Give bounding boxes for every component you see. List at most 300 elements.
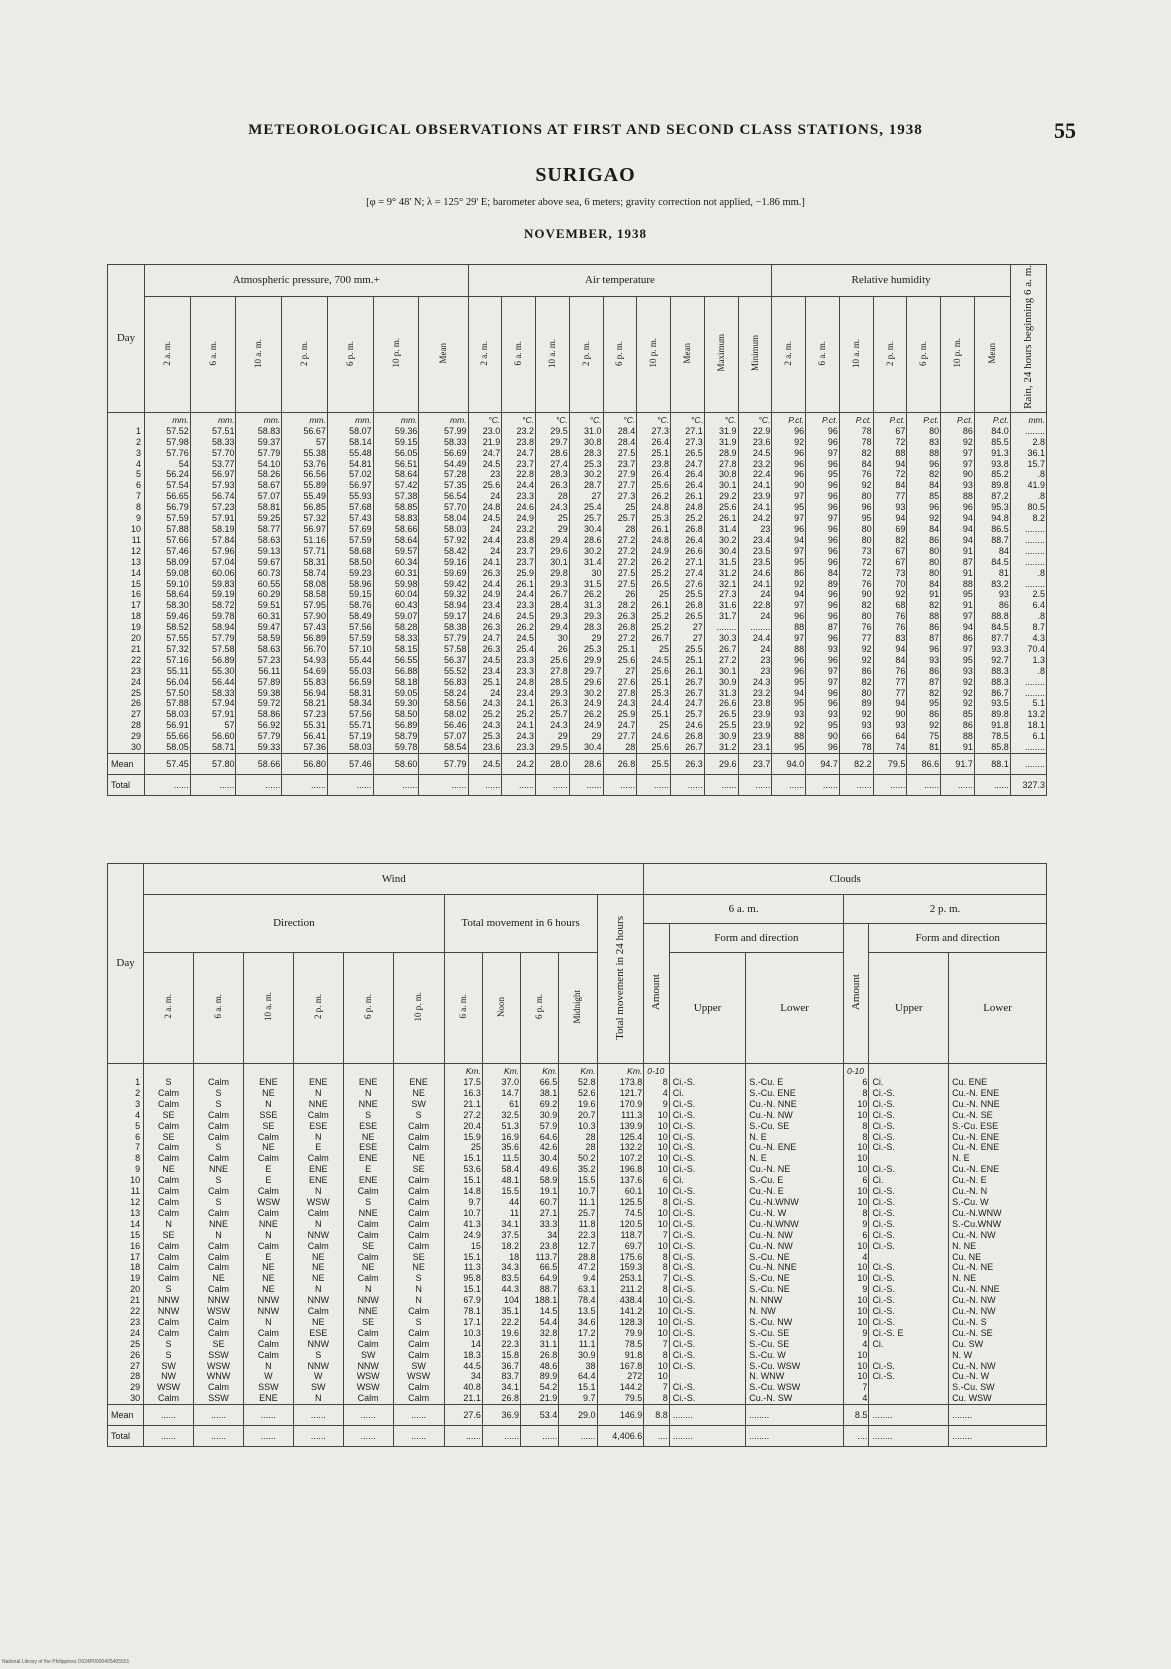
data-cell: 24.8 — [637, 535, 671, 546]
data-cell: N — [243, 1099, 293, 1110]
data-cell: 10 — [644, 1208, 669, 1219]
data-cell: 92.7 — [974, 655, 1010, 666]
data-cell: 57.58 — [190, 644, 236, 655]
table-row — [108, 1361, 1047, 1372]
data-cell: 84 — [907, 579, 941, 590]
data-cell: 57.54 — [145, 480, 191, 491]
data-cell: 29 — [569, 633, 603, 644]
data-cell: 44.5 — [444, 1361, 482, 1372]
data-cell: Calm — [393, 1393, 444, 1404]
data-cell: 24.9 — [569, 698, 603, 709]
data-cell: 34.1 — [482, 1219, 520, 1230]
data-cell: 57.38 — [373, 491, 419, 502]
table-row — [108, 1262, 1047, 1273]
total-row-cell: ........ — [869, 1426, 949, 1447]
data-cell: 94 — [941, 513, 975, 524]
table-row — [108, 1295, 1047, 1306]
table-row — [108, 677, 1047, 688]
day-cell: 14 — [108, 1219, 144, 1230]
data-cell: 57.94 — [190, 698, 236, 709]
column-header: 10 a. m. — [839, 297, 873, 413]
data-cell: 44.3 — [482, 1284, 520, 1295]
data-cell: 26.7 — [536, 589, 570, 600]
data-cell: 58.38 — [419, 622, 468, 633]
data-cell: 57.88 — [145, 698, 191, 709]
data-cell: Calm — [194, 1262, 244, 1273]
data-cell: 24 — [468, 546, 502, 557]
data-cell: 10 — [644, 1219, 669, 1230]
data-cell: 84 — [839, 459, 873, 470]
total-row-label: Total — [108, 1426, 144, 1447]
data-cell: 92 — [941, 437, 975, 448]
data-cell: 42.6 — [521, 1142, 559, 1153]
data-cell: 58.21 — [282, 698, 328, 709]
data-cell: 23.8 — [502, 535, 536, 546]
data-cell: 96 — [806, 524, 840, 535]
data-cell: Ci.-S. — [669, 1121, 745, 1132]
data-cell: 10 — [644, 1295, 669, 1306]
data-cell: 57.59 — [327, 633, 373, 644]
data-cell: 11.1 — [559, 1197, 597, 1208]
data-cell: S.-Cu. SE — [746, 1121, 844, 1132]
data-cell: SE — [393, 1164, 444, 1175]
data-cell: 76 — [873, 666, 907, 677]
data-cell: 97 — [772, 513, 806, 524]
data-cell: Calm — [194, 1382, 244, 1393]
data-cell: 24.2 — [738, 513, 772, 524]
data-cell: 57.59 — [145, 513, 191, 524]
direction-column-header: 10 a. m. — [243, 953, 293, 1064]
day-cell: 25 — [108, 688, 145, 699]
data-cell: Ci.-S. — [869, 1219, 949, 1230]
data-cell: Calm — [194, 1132, 244, 1143]
day-cell: 29 — [108, 731, 145, 742]
data-cell: 26.7 — [637, 633, 671, 644]
data-cell: Calm — [243, 1153, 293, 1164]
humidity-group-header: Relative humidity — [772, 265, 1010, 297]
data-cell: 96 — [772, 524, 806, 535]
data-cell: Calm — [144, 1273, 194, 1284]
data-cell: SW — [293, 1382, 343, 1393]
data-cell: Calm — [144, 1328, 194, 1339]
total-row-cell: ...... — [738, 775, 772, 796]
data-cell: 57.23 — [190, 502, 236, 513]
page-number: 55 — [1054, 118, 1076, 143]
table-row — [108, 742, 1047, 753]
column-header: 6 p. m. — [907, 297, 941, 413]
data-cell: NNE — [343, 1208, 393, 1219]
mean-row-cell: 24.2 — [502, 754, 536, 775]
data-cell: 27.4 — [671, 568, 705, 579]
data-cell: NW — [144, 1371, 194, 1382]
data-cell: Calm — [194, 1252, 244, 1263]
data-cell: 29.5 — [536, 742, 570, 753]
data-cell: 89.8 — [974, 709, 1010, 720]
data-cell: 84 — [806, 568, 840, 579]
data-cell: 25.3 — [637, 688, 671, 699]
unit-cell: 0-10 — [644, 1064, 669, 1078]
data-cell: 26.8 — [671, 524, 705, 535]
data-cell: 58.83 — [373, 513, 419, 524]
data-cell: 15.5 — [559, 1175, 597, 1186]
upper-6am-header: Upper — [669, 953, 745, 1064]
data-cell: W — [243, 1371, 293, 1382]
table-row — [108, 448, 1047, 459]
data-cell: NE — [393, 1262, 444, 1273]
data-cell: 88.7 — [521, 1284, 559, 1295]
data-cell: 96 — [772, 426, 806, 437]
data-cell: 48.6 — [521, 1361, 559, 1372]
data-cell: SW — [343, 1350, 393, 1361]
unit-cell: mm. — [419, 412, 468, 426]
data-cell: SE — [343, 1241, 393, 1252]
table-row — [108, 1186, 1047, 1197]
data-cell: 57.95 — [282, 600, 328, 611]
data-cell: S — [293, 1350, 343, 1361]
data-cell: Ci.-S. — [869, 1197, 949, 1208]
data-cell: 24.4 — [637, 698, 671, 709]
upper-2pm-header: Upper — [869, 953, 949, 1064]
data-cell: 29.4 — [536, 535, 570, 546]
data-cell: 59.15 — [373, 437, 419, 448]
data-cell: 24.7 — [603, 720, 637, 731]
data-cell: 24.6 — [637, 731, 671, 742]
data-cell: NNW — [144, 1306, 194, 1317]
data-cell: N. NE — [949, 1241, 1047, 1252]
data-cell: 24.5 — [468, 655, 502, 666]
data-cell: 93 — [941, 480, 975, 491]
data-cell: 30.4 — [521, 1153, 559, 1164]
data-cell: .8 — [1010, 666, 1046, 677]
table-row — [108, 600, 1047, 611]
data-cell: 17.1 — [444, 1317, 482, 1328]
table-row — [108, 1121, 1047, 1132]
data-cell: 27.2 — [603, 557, 637, 568]
data-cell: 85.5 — [974, 437, 1010, 448]
data-cell: 54.93 — [282, 655, 328, 666]
data-cell: Cu.-N. E — [746, 1186, 844, 1197]
total-row-cell: ...... — [145, 775, 191, 796]
data-cell: 13.5 — [559, 1306, 597, 1317]
data-cell: 57.23 — [282, 709, 328, 720]
data-cell: S.-Cu. SE — [746, 1339, 844, 1350]
data-cell: 24.6 — [502, 502, 536, 513]
data-cell: 58.03 — [145, 709, 191, 720]
data-cell: Ci.-S. — [669, 1110, 745, 1121]
data-cell: 31.1 — [521, 1339, 559, 1350]
data-cell: 31.9 — [704, 426, 738, 437]
data-cell: 93 — [941, 666, 975, 677]
data-cell: 59.69 — [419, 568, 468, 579]
data-cell: 69 — [873, 524, 907, 535]
data-cell: 27 — [671, 622, 705, 633]
data-cell: 58.67 — [236, 480, 282, 491]
data-cell: 15.8 — [482, 1350, 520, 1361]
total-row-cell: ...... — [327, 775, 373, 796]
data-cell: 58.86 — [236, 709, 282, 720]
data-cell: Ci.-S. — [869, 1088, 949, 1099]
data-cell: 22.3 — [559, 1230, 597, 1241]
data-cell: E — [243, 1252, 293, 1263]
data-cell: Cu.-N. E — [949, 1175, 1047, 1186]
data-cell: S — [194, 1099, 244, 1110]
data-cell: S.-Cu. WSW — [746, 1382, 844, 1393]
data-cell: Calm — [293, 1153, 343, 1164]
data-cell: ........ — [1010, 426, 1046, 437]
table-row — [108, 633, 1047, 644]
data-cell: 23.2 — [502, 426, 536, 437]
unit-cell — [669, 1064, 745, 1078]
data-cell: 59.36 — [373, 426, 419, 437]
data-cell: 76 — [839, 469, 873, 480]
data-cell: 92 — [873, 589, 907, 600]
data-cell: Ci.-S. — [669, 1361, 745, 1372]
data-cell: S — [343, 1110, 393, 1121]
data-cell: Calm — [194, 1317, 244, 1328]
data-cell: Ci. — [869, 1175, 949, 1186]
data-cell: 80 — [907, 546, 941, 557]
data-cell: 30.8 — [569, 437, 603, 448]
data-cell: 196.8 — [597, 1164, 644, 1175]
data-cell: 58.64 — [373, 469, 419, 480]
data-cell: 26.1 — [704, 513, 738, 524]
mean-row-cell: ...... — [243, 1405, 293, 1426]
mean-row-cell: 53.4 — [521, 1405, 559, 1426]
data-cell: 58.4 — [482, 1164, 520, 1175]
data-cell: 27 — [603, 666, 637, 677]
table-row — [108, 1393, 1047, 1404]
data-cell: 95 — [772, 698, 806, 709]
data-cell: 58.09 — [145, 557, 191, 568]
data-cell: 15.5 — [482, 1186, 520, 1197]
data-cell: 58.03 — [419, 524, 468, 535]
table-row — [108, 666, 1047, 677]
data-cell: Calm — [243, 1241, 293, 1252]
data-cell: 24.1 — [502, 720, 536, 731]
data-cell: Ci.-S. — [669, 1328, 745, 1339]
data-cell: 28.3 — [569, 622, 603, 633]
data-cell: Calm — [144, 1252, 194, 1263]
data-cell: Calm — [144, 1175, 194, 1186]
data-cell: 25.7 — [536, 709, 570, 720]
data-cell: 90 — [806, 731, 840, 742]
data-cell: NNE — [293, 1099, 343, 1110]
unit-cell: mm. — [373, 412, 419, 426]
data-cell: 26.7 — [671, 742, 705, 753]
data-cell: 27.2 — [603, 546, 637, 557]
data-cell: 24.5 — [637, 655, 671, 666]
data-cell: 95 — [772, 742, 806, 753]
data-cell: 57.36 — [282, 742, 328, 753]
unit-cell: P.ct. — [772, 412, 806, 426]
data-cell: 58.64 — [373, 535, 419, 546]
data-cell: Cu. WSW — [949, 1393, 1047, 1404]
day-cell: 9 — [108, 1164, 144, 1175]
data-cell: 16.9 — [482, 1132, 520, 1143]
data-cell: ESE — [293, 1328, 343, 1339]
data-cell: Ci.-S. — [669, 1197, 745, 1208]
data-cell: 80 — [839, 524, 873, 535]
data-cell: 23.8 — [637, 459, 671, 470]
data-cell: 27.2 — [444, 1110, 482, 1121]
data-cell: Cu.-N. NW — [746, 1230, 844, 1241]
data-cell: 58.52 — [145, 622, 191, 633]
data-cell: 9 — [843, 1219, 868, 1230]
movement-column-header: 6 p. m. — [521, 953, 559, 1064]
data-cell: NNW — [293, 1295, 343, 1306]
data-cell: 30.8 — [704, 469, 738, 480]
data-cell: 11.3 — [444, 1262, 482, 1273]
day-cell: 6 — [108, 480, 145, 491]
column-header: 2 a. m. — [468, 297, 502, 413]
data-cell: 88.3 — [974, 666, 1010, 677]
data-cell: 85.2 — [974, 469, 1010, 480]
data-cell: 34 — [521, 1230, 559, 1241]
data-cell: 23.5 — [738, 557, 772, 568]
data-cell: 28 — [603, 742, 637, 753]
data-cell: 61 — [482, 1099, 520, 1110]
data-cell: 27.4 — [536, 459, 570, 470]
data-cell: Ci.-S. — [669, 1339, 745, 1350]
data-cell: 57.79 — [190, 633, 236, 644]
data-cell: 25.5 — [704, 720, 738, 731]
data-cell: 26.6 — [704, 698, 738, 709]
column-header: 6 p. m. — [603, 297, 637, 413]
mean-row-cell: 24.5 — [468, 754, 502, 775]
data-cell: 30.2 — [704, 535, 738, 546]
data-cell: 96 — [806, 698, 840, 709]
data-cell: 30.1 — [536, 557, 570, 568]
data-cell: 272 — [597, 1371, 644, 1382]
data-cell: N — [293, 1186, 343, 1197]
data-cell: Ci.-S. — [869, 1142, 949, 1153]
total-row-cell: ...... — [282, 775, 328, 796]
data-cell: 94 — [873, 644, 907, 655]
total-row-cell: ...... — [704, 775, 738, 796]
data-cell: 56.92 — [236, 720, 282, 731]
data-cell: 9.7 — [444, 1197, 482, 1208]
data-cell: 97 — [772, 491, 806, 502]
data-cell: 83.7 — [482, 1371, 520, 1382]
data-cell: 31.4 — [704, 524, 738, 535]
data-cell: 20.7 — [559, 1110, 597, 1121]
data-cell: 97 — [772, 600, 806, 611]
data-cell: Cu.-N.WNW — [746, 1197, 844, 1208]
data-cell: NE — [343, 1132, 393, 1143]
data-cell: 76 — [873, 622, 907, 633]
data-cell: 27.2 — [603, 535, 637, 546]
data-cell: 55.89 — [282, 480, 328, 491]
data-cell: 118.7 — [597, 1230, 644, 1241]
data-cell: 28 — [536, 491, 570, 502]
unit-cell: mm. — [282, 412, 328, 426]
data-cell: 88 — [873, 448, 907, 459]
data-cell: 55.93 — [327, 491, 373, 502]
data-cell: Calm — [144, 1142, 194, 1153]
data-cell: 96 — [806, 502, 840, 513]
data-cell: 111.3 — [597, 1110, 644, 1121]
data-cell: 125.5 — [597, 1197, 644, 1208]
mean-row-cell: 28.0 — [536, 754, 570, 775]
data-cell: 68 — [873, 600, 907, 611]
data-cell: 2.8 — [1010, 437, 1046, 448]
data-cell: 88.3 — [974, 677, 1010, 688]
data-cell: N. NW — [746, 1306, 844, 1317]
data-cell: 56.91 — [145, 720, 191, 731]
data-cell: 8 — [644, 1197, 669, 1208]
data-cell: 78.4 — [559, 1295, 597, 1306]
data-cell: 81 — [974, 568, 1010, 579]
data-cell: 58.9 — [521, 1175, 559, 1186]
day-cell: 21 — [108, 644, 145, 655]
data-cell: 8 — [644, 1252, 669, 1263]
mean-row-cell: 94.0 — [772, 754, 806, 775]
data-cell: 9 — [843, 1284, 868, 1295]
data-cell: Ci. — [669, 1175, 745, 1186]
data-cell: 25.7 — [559, 1208, 597, 1219]
data-cell: 11 — [482, 1208, 520, 1219]
day-cell: 19 — [108, 1273, 144, 1284]
table-row — [108, 1110, 1047, 1121]
data-cell: 26.7 — [704, 644, 738, 655]
data-cell: 31.3 — [704, 688, 738, 699]
data-cell: Ci.-S. — [869, 1099, 949, 1110]
data-cell: Ci.-S. — [669, 1077, 745, 1088]
total-row-cell: ...... — [419, 775, 468, 796]
data-cell: 55.03 — [327, 666, 373, 677]
data-cell: 57.19 — [327, 731, 373, 742]
data-cell: 24 — [738, 589, 772, 600]
data-cell: Calm — [293, 1241, 343, 1252]
day-cell: 7 — [108, 1142, 144, 1153]
data-cell: 24.3 — [468, 698, 502, 709]
data-cell: 24.9 — [502, 513, 536, 524]
data-cell: 25.7 — [603, 513, 637, 524]
data-cell: Calm — [393, 1208, 444, 1219]
data-cell: 54.81 — [327, 459, 373, 470]
data-cell: 34.3 — [482, 1262, 520, 1273]
mean-row — [108, 1405, 1047, 1426]
data-cell: Calm — [393, 1350, 444, 1361]
data-cell: 96 — [806, 688, 840, 699]
data-cell: 15 — [444, 1241, 482, 1252]
data-cell: Ci.-S. — [669, 1153, 745, 1164]
data-cell: 27.3 — [637, 426, 671, 437]
data-cell: 49.6 — [521, 1164, 559, 1175]
data-cell: Cu.-N. SE — [949, 1110, 1047, 1121]
data-cell: 94 — [873, 459, 907, 470]
data-cell: 24.4 — [502, 480, 536, 491]
data-cell: 24.6 — [738, 568, 772, 579]
total-row-cell: ...... — [236, 775, 282, 796]
column-header: 10 p. m. — [373, 297, 419, 413]
table-row — [108, 1219, 1047, 1230]
data-cell: 144.2 — [597, 1382, 644, 1393]
data-cell: 29.4 — [536, 622, 570, 633]
data-cell: 8 — [644, 1284, 669, 1295]
day-cell: 18 — [108, 1262, 144, 1273]
data-cell: Cu.-N. W — [746, 1208, 844, 1219]
data-cell: 10 — [843, 1099, 868, 1110]
data-cell: 34.1 — [482, 1382, 520, 1393]
data-cell: Ci.-S. — [669, 1317, 745, 1328]
day-cell: 13 — [108, 1208, 144, 1219]
data-cell: 80 — [839, 535, 873, 546]
data-cell: 57.59 — [327, 535, 373, 546]
data-cell: 22.8 — [738, 600, 772, 611]
data-cell — [869, 1382, 949, 1393]
data-cell: 26.8 — [482, 1393, 520, 1404]
